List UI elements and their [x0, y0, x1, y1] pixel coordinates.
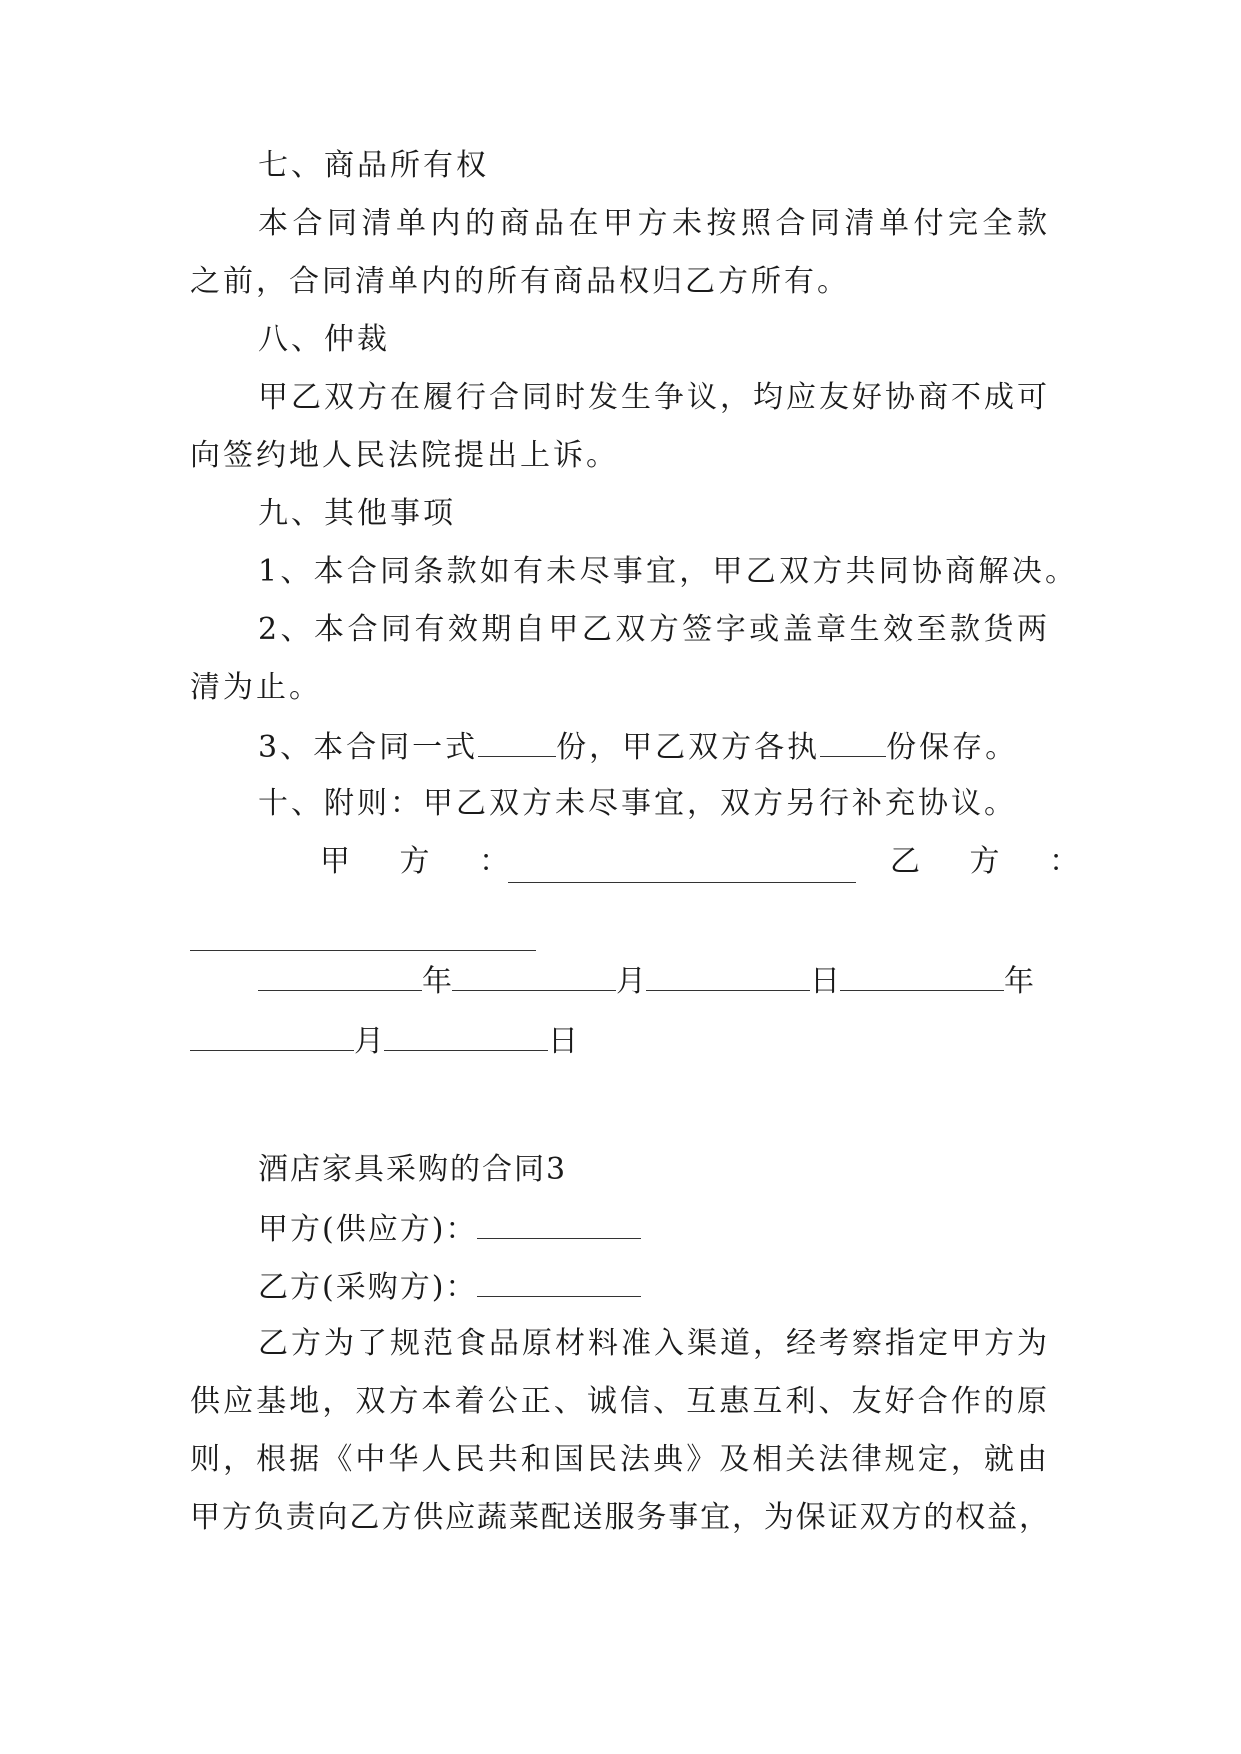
month-blank-b [190, 1020, 354, 1051]
month-label-b: 月 [354, 1024, 384, 1059]
month-blank-a [452, 960, 616, 991]
year-blank-b [840, 960, 1004, 991]
copies-text-3: 份保存。 [886, 730, 1019, 765]
section-10-appendix: 十、附则：甲乙双方未尽事宜，双方另行补充协议。 [258, 786, 1017, 821]
section-8-text-2: 向签约地人民法院提出上诉。 [190, 438, 619, 473]
supplier-label: 甲方(供应方)： [258, 1212, 478, 1247]
section-7-heading: 七、商品所有权 [258, 148, 489, 183]
buyer-label: 乙方(采购方)： [258, 1270, 478, 1305]
party-b-signature-blank [190, 920, 536, 951]
party-b-label: 乙 方 ： [890, 844, 1100, 879]
section-9-item-2-line-2: 清为止。 [190, 670, 322, 705]
copies-text-2: 份，甲乙双方各执 [556, 730, 821, 765]
section-8-heading: 八、仲裁 [258, 322, 390, 357]
section-7-text-2: 之前，合同清单内的所有商品权归乙方所有。 [190, 264, 850, 299]
day-blank-b [384, 1020, 548, 1051]
section-8-text-1: 甲乙双方在履行合同时发生争议，均应友好协商不成可 [258, 380, 1050, 415]
section-7-text-1: 本合同清单内的商品在甲方未按照合同清单付完全款 [258, 206, 1050, 241]
day-blank-a [646, 960, 810, 991]
preamble-line-2: 供应基地，双方本着公正、诚信、互惠互利、友好合作的原 [190, 1384, 1050, 1419]
party-a-signature-blank [508, 852, 856, 883]
year-label-a: 年 [422, 964, 452, 999]
copies-text-1: 3、本合同一式 [258, 730, 479, 765]
copies-each-blank [820, 726, 886, 757]
preamble-line-4: 甲方负责向乙方供应蔬菜配送服务事宜，为保证双方的权益， [190, 1500, 1050, 1535]
day-label-b: 日 [548, 1024, 578, 1059]
day-label-a: 日 [810, 964, 840, 999]
section-9-item-2-line-1: 2、本合同有效期自甲乙双方签字或盖章生效至款货两 [258, 612, 1050, 647]
buyer-blank [477, 1266, 641, 1297]
section-9-heading: 九、其他事项 [258, 496, 456, 531]
section-9-item-1: 1、本合同条款如有未尽事宜，甲乙双方共同协商解决。 [258, 554, 1078, 589]
party-a-label: 甲 方 ： [320, 844, 530, 879]
preamble-line-1: 乙方为了规范食品原材料准入渠道，经考察指定甲方为 [258, 1326, 1050, 1361]
copies-total-blank [478, 726, 556, 757]
preamble-line-3: 则，根据《中华人民共和国民法典》及相关法律规定，就由 [190, 1442, 1050, 1477]
buyer-line [258, 1266, 1138, 1308]
year-blank-a [258, 960, 422, 991]
contract-3-title: 酒店家具采购的合同3 [258, 1152, 568, 1187]
section-9-item-3 [258, 726, 1138, 768]
date-line-2 [190, 1020, 1070, 1062]
month-label-a: 月 [616, 964, 646, 999]
year-label-b: 年 [1004, 964, 1034, 999]
supplier-blank [477, 1208, 641, 1239]
date-line-1 [258, 960, 1138, 1002]
supplier-line [258, 1208, 1138, 1250]
